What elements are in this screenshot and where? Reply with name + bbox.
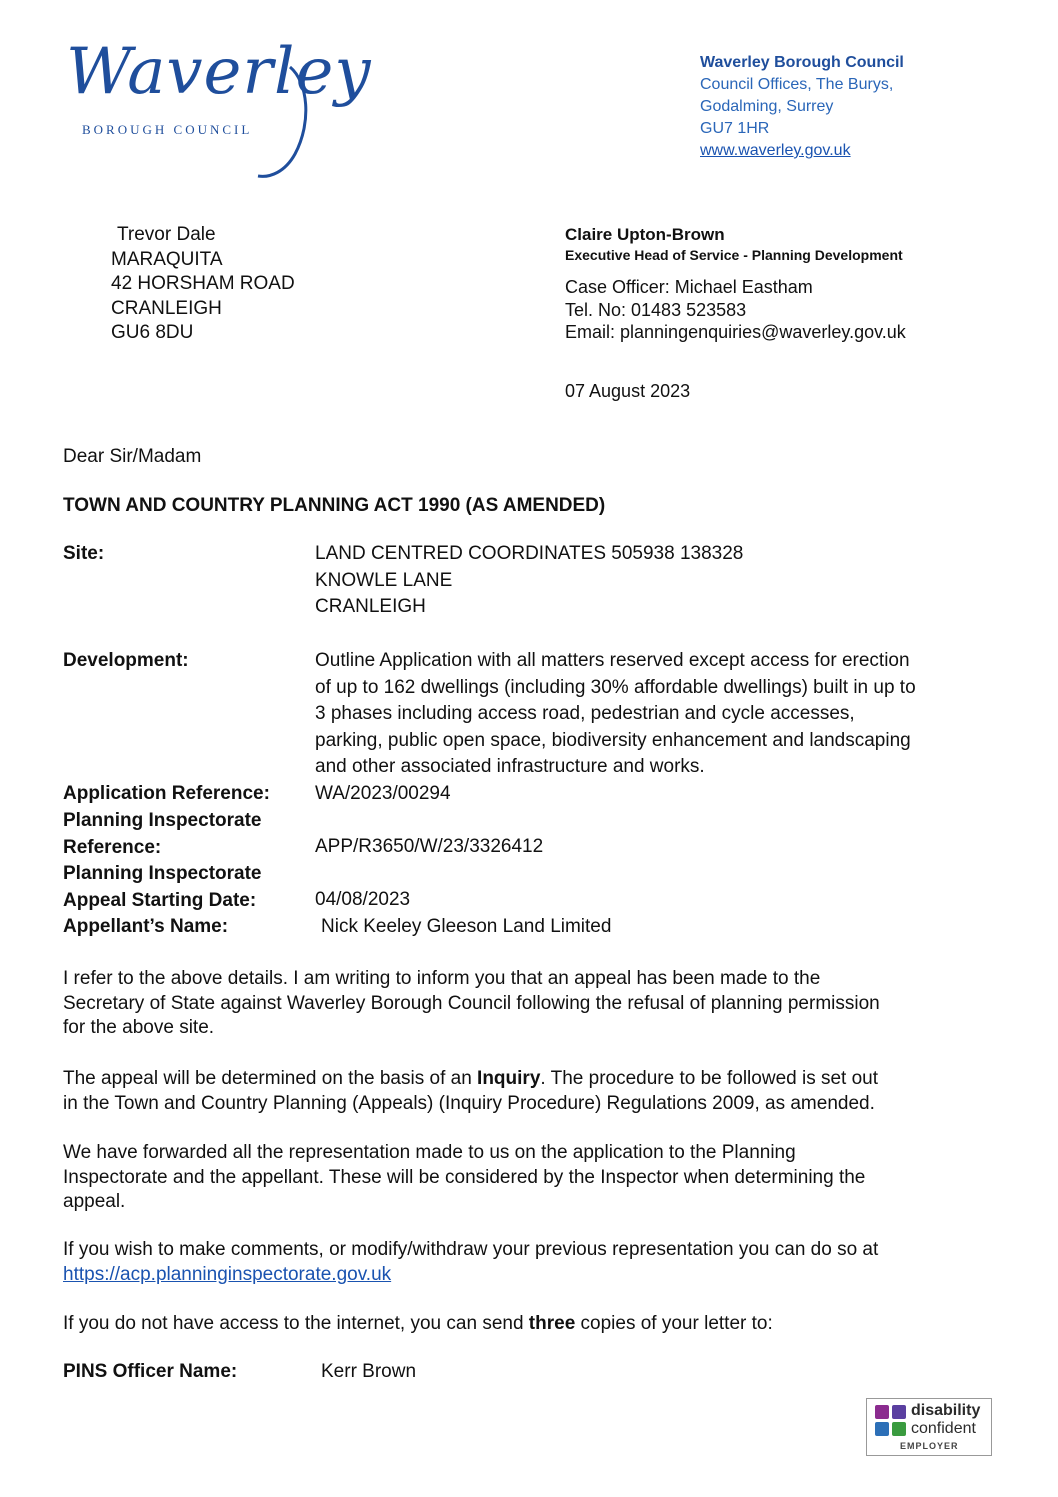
development-line: and other associated infrastructure and works. [315, 756, 705, 777]
development-line: of up to 162 dwellings (including 30% affordable dwellings) built in up to [315, 676, 916, 698]
application-reference-value: WA/2023/00294 [315, 783, 451, 804]
text-span: copies of your letter to: [575, 1313, 773, 1334]
site-label: Site: [63, 543, 105, 564]
paragraph-line: appeal. [63, 1191, 126, 1212]
logo-swoosh-graphic [250, 62, 320, 182]
recipient-line: GU6 8DU [111, 322, 194, 343]
development-line: 3 phases including access road, pedestrian and cycle accesses, [315, 703, 855, 724]
development-line: Outline Application with all matters reserved except access for erection [315, 650, 910, 671]
planning-inspectorate-link[interactable]: https://acp.planninginspectorate.gov.uk [63, 1263, 392, 1285]
paragraph-representations [63, 1141, 993, 1215]
paragraph-line: Secretary of State against Waverley Borough Council following the refusal of planning permission [63, 992, 880, 1014]
appeal-date-label-line: Appeal Starting Date: [63, 889, 257, 911]
paragraph-postal-copies [63, 1312, 993, 1337]
recipient-line: CRANLEIGH [111, 297, 222, 319]
development-value [315, 648, 916, 781]
council-website-link[interactable]: www.waverley.gov.uk [700, 142, 851, 159]
telephone: Tel. No: 01483 523583 [565, 299, 747, 320]
pins-reference-label-line: Reference: [63, 836, 162, 858]
badge-line-1: disability [911, 1402, 981, 1419]
recipient-line: 42 HORSHAM ROAD [111, 273, 295, 294]
site-line: LAND CENTRED COORDINATES 505938 138328 [315, 543, 744, 564]
paragraph-online-comments [63, 1238, 993, 1287]
recipient-name: Trevor Dale [117, 224, 216, 245]
sender-name: Claire Upton-Brown [565, 225, 725, 244]
council-address-block [700, 52, 904, 162]
recipient-line: MARAQUITA [111, 248, 223, 270]
paragraph-appeal-notice [63, 967, 993, 1041]
emphasis-three: three [528, 1313, 576, 1334]
application-reference-label: Application Reference: [63, 783, 270, 804]
pins-officer-label: PINS Officer Name: [63, 1361, 238, 1382]
sender-block [565, 224, 906, 344]
salutation: Dear Sir/Madam [63, 446, 202, 467]
badge-line-2: confident [911, 1420, 976, 1437]
council-address-line: Council Offices, The Burys, [700, 76, 894, 93]
paragraph-line: I refer to the above details. I am writing to inform you that an appeal has been made to the [63, 968, 821, 989]
case-officer: Case Officer: Michael Eastham [565, 277, 813, 297]
sender-role: Executive Head of Service - Planning Development [565, 247, 903, 263]
emphasis-inquiry: Inquiry [477, 1068, 541, 1089]
council-logo-wordmark: Waverley [66, 35, 372, 109]
pins-reference-label-line: Planning Inspectorate [63, 810, 262, 831]
development-label: Development: [63, 650, 189, 671]
email: Email: planningenquiries@waverley.gov.uk [565, 322, 906, 342]
paragraph-line: If you wish to make comments, or modify/withdraw your previous representation you can do so at [63, 1239, 879, 1260]
text-span: . The procedure to be followed is set out [540, 1068, 879, 1089]
council-logo-subtitle: BOROUGH COUNCIL [82, 122, 253, 137]
appeal-date-label-line: Planning Inspectorate [63, 863, 262, 884]
letter-heading: TOWN AND COUNTRY PLANNING ACT 1990 (AS AMENDED) [63, 495, 606, 516]
site-line: KNOWLE LANE [315, 569, 453, 591]
pins-reference-value: APP/R3650/W/23/3326412 [315, 836, 544, 857]
appeal-date-value: 04/08/2023 [315, 889, 411, 910]
appellant-label: Appellant’s Name: [63, 916, 229, 937]
disability-confident-icon [874, 1404, 908, 1438]
badge-line-3: EMPLOYER [900, 1441, 959, 1451]
council-address-line: Godalming, Surrey [700, 98, 834, 115]
text-span: If you do not have access to the internet, you can send [63, 1313, 529, 1334]
site-value [315, 541, 743, 621]
paragraph-line [63, 1067, 993, 1092]
recipient-address [111, 223, 295, 346]
paragraph-line: in the Town and Country Planning (Appeals) (Inquiry Procedure) Regulations 2009, as amended. [63, 1092, 875, 1114]
appellant-value: Nick Keeley Gleeson Land Limited [321, 916, 612, 937]
letter-date: 07 August 2023 [565, 381, 691, 401]
paragraph-line: We have forwarded all the representation made to us on the application to the Planning [63, 1142, 796, 1163]
paragraph-line: Inspectorate and the appellant. These will be considered by the Inspector when determining the [63, 1166, 866, 1188]
development-line: parking, public open space, biodiversity enhancement and landscaping [315, 729, 911, 751]
paragraph-procedure [63, 1067, 993, 1116]
site-line: CRANLEIGH [315, 596, 426, 617]
council-address-line: GU7 1HR [700, 120, 770, 137]
council-name: Waverley Borough Council [700, 54, 904, 71]
pins-reference-label [63, 808, 261, 861]
text-span: The appeal will be determined on the basis of an [63, 1068, 478, 1089]
appeal-date-label [63, 861, 261, 914]
paragraph-line: for the above site. [63, 1017, 215, 1038]
pins-officer-name: Kerr Brown [321, 1361, 417, 1382]
